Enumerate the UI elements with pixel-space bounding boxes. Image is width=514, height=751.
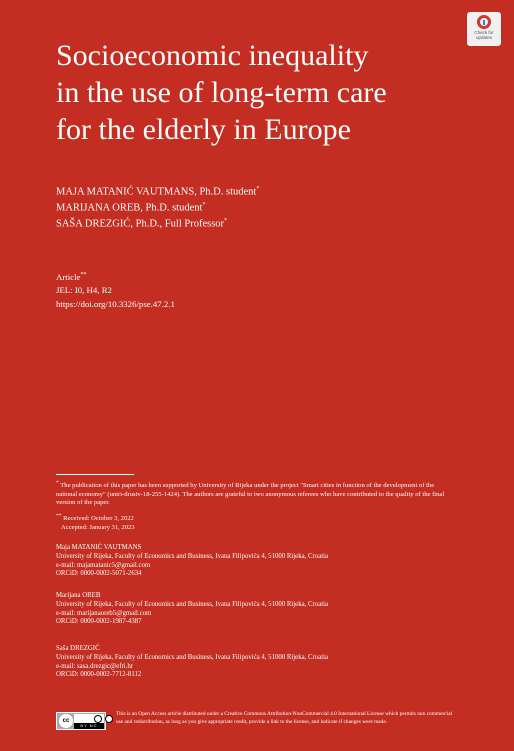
- author-list: [56, 183, 259, 231]
- cc-logo-icon: cc: [59, 714, 73, 728]
- dates-footnote: ** Received: October 3, 2022 Accepted: January 31, 2023: [56, 512, 135, 531]
- author-line: MAJA MATANIĆ VAUTMANS, Ph.D. student*: [56, 186, 260, 198]
- noncommercial-icon: [105, 715, 113, 723]
- contact-block: [56, 544, 456, 579]
- footnotes: [56, 479, 456, 532]
- contact-name: Marijana OREB: [56, 592, 101, 599]
- contact-affiliation: University of Rijeka, Faculty of Economics and Business, Ivana Filipovića 4, 51000 Rijeka, Croatia: [56, 552, 329, 560]
- title-line: for the elderly in Europe: [56, 113, 351, 146]
- contact-orcid[interactable]: ORCiD: 0000-0002-1987-4387: [56, 618, 142, 626]
- article-type: Article**: [56, 271, 87, 282]
- attribution-icon: [94, 715, 102, 723]
- cc-by-nc-icon[interactable]: [56, 712, 106, 730]
- contact-name: Maja MATANIĆ VAUTMANS: [56, 544, 142, 551]
- footnote-rule: [56, 474, 134, 475]
- cc-glyph-bar: [74, 714, 104, 723]
- contact-block: [56, 645, 456, 680]
- article-meta: [56, 269, 175, 311]
- author-line: MARIJANA OREB, Ph.D. student*: [56, 202, 206, 214]
- contact-orcid[interactable]: ORCiD: 0000-0002-5071-2634: [56, 570, 142, 578]
- contact-affiliation: University of Rijeka, Faculty of Economics and Business, Ivana Filipovića 4, 51000 Rijeka, Croatia: [56, 600, 329, 608]
- contact-block: [56, 592, 456, 627]
- contact-email[interactable]: e-mail: sasa.drezgic@efri.hr: [56, 662, 134, 670]
- doi-link[interactable]: https://doi.org/10.3326/pse.47.2.1: [56, 298, 175, 309]
- contact-email[interactable]: e-mail: marijanaoreb5@gmail.com: [56, 609, 152, 617]
- contact-name: Saša DREZGIĆ: [56, 645, 100, 652]
- cc-badge-label: BY NC: [74, 723, 104, 729]
- contact-orcid[interactable]: ORCiD: 0000-0002-7712-8112: [56, 671, 142, 679]
- crossmark-icon: [477, 15, 491, 29]
- check-for-updates-label: Check for updates: [474, 30, 494, 40]
- title-line: Socioeconomic inequality: [56, 39, 369, 72]
- article-title: [56, 37, 476, 148]
- funding-footnote: * The publication of this paper has been supported by University of Rijeka under the project "Smart cities in function of the development of the national economy" (uniri-drustv-18-255-1424). The authors are grateful to two anonymous referees who have contributed to the quality of the final version of the paper.: [56, 480, 445, 507]
- contact-email[interactable]: e-mail: majamatanic5@gmail.com: [56, 561, 151, 569]
- license-text: This is an Open Access article distributed under a Creative Commons Attribution-NonCommercial 4.0 International License which permits non commercial use and redistribution, as long as you give appropriate credit, provide a link to the license, and indicate if changes were made.: [116, 711, 453, 725]
- author-line: SAŠA DREZGIĆ, Ph.D., Full Professor*: [56, 218, 228, 230]
- title-line: in the use of long-term care: [56, 76, 387, 109]
- contact-affiliation: University of Rijeka, Faculty of Economics and Business, Ivana Filipovića 4, 51000 Rijeka, Croatia: [56, 653, 329, 661]
- jel-codes: JEL: I0, H4, R2: [56, 285, 112, 296]
